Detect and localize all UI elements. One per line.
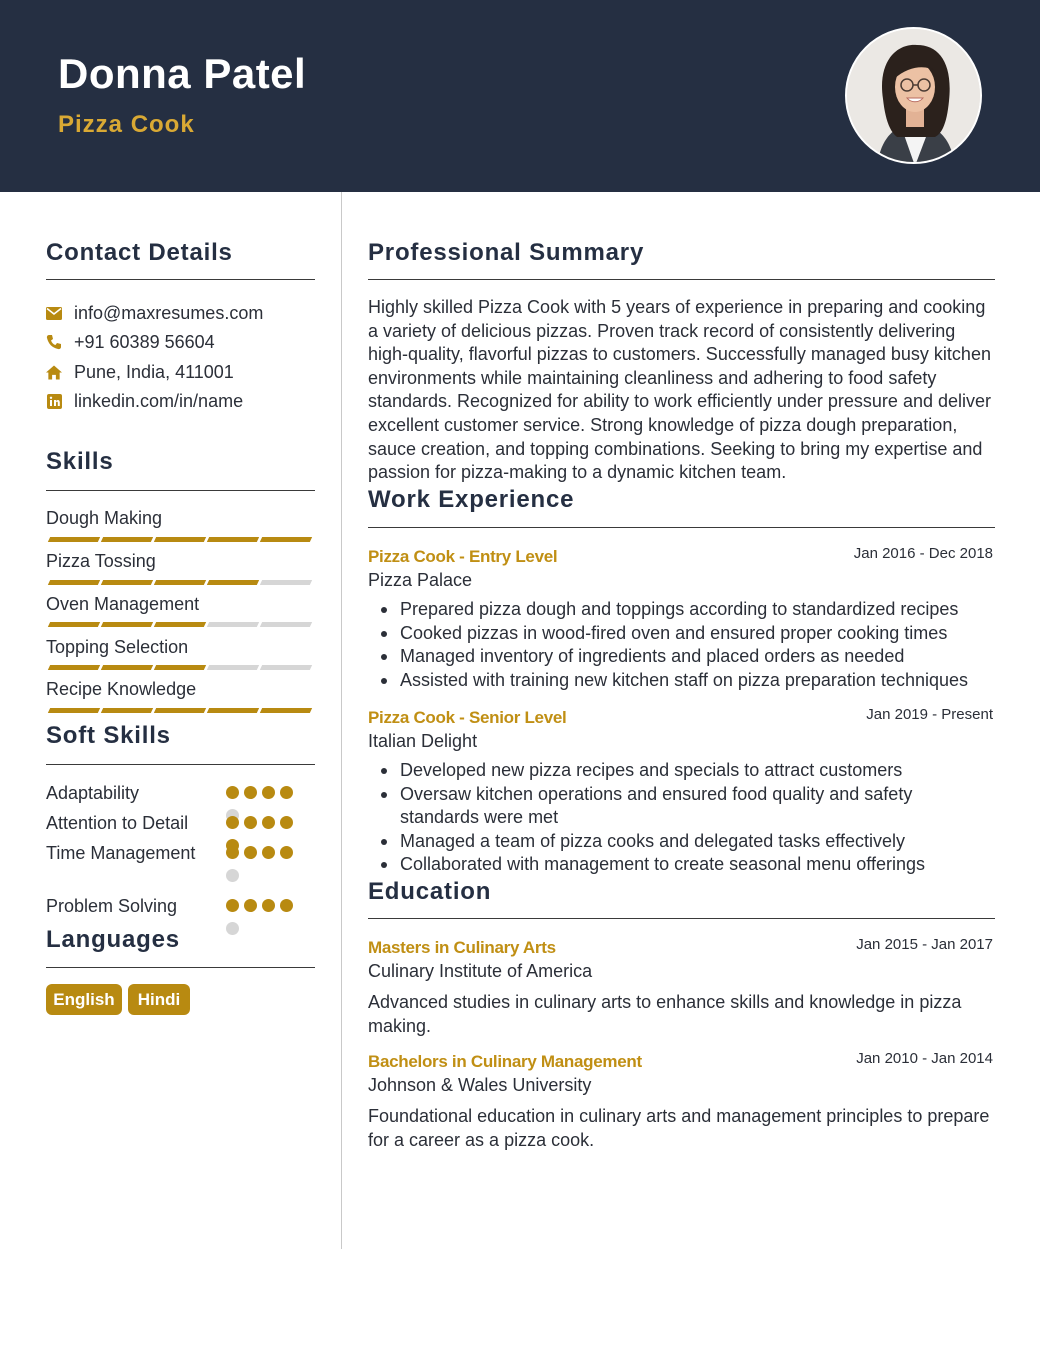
skills-section-title: Skills	[46, 448, 114, 475]
home-icon	[46, 364, 62, 380]
phone-icon	[46, 334, 62, 350]
soft-skill-rating-dot	[226, 899, 239, 912]
job-title: Pizza Cook - Entry Level	[368, 547, 558, 566]
contact-linkedin[interactable]	[46, 390, 243, 412]
soft-skill-rating-dot	[244, 786, 257, 799]
skill-rating-segment	[207, 537, 259, 542]
education-school: Johnson & Wales University	[368, 1075, 592, 1095]
soft-skill-rating-dot	[280, 846, 293, 859]
soft-skills-section-title: Soft Skills	[46, 722, 171, 749]
skill-rating-segment	[101, 537, 153, 542]
candidate-name: Donna Patel	[58, 50, 307, 97]
contact-section-title: Contact Details	[46, 239, 233, 266]
skill-rating-bar	[46, 622, 314, 630]
skill-rating-segment	[154, 708, 206, 713]
soft-skill-rating-dot	[226, 816, 239, 829]
contact-address-text: Pune, India, 411001	[74, 361, 234, 382]
job-bullet: Managed a team of pizza cooks and delegated tasks effectively	[368, 830, 996, 854]
soft-skill-rating-dot	[244, 899, 257, 912]
skill-rating-segment	[260, 665, 312, 670]
profile-photo-illustration	[847, 29, 982, 164]
contact-address	[46, 361, 234, 383]
soft-skill-rating-dot	[280, 899, 293, 912]
languages-section-rule	[46, 967, 315, 968]
skill-rating-segment	[260, 708, 312, 713]
skill-rating-segment	[101, 622, 153, 627]
soft-skill-label: Adaptability	[46, 783, 140, 803]
skills-section-rule	[46, 490, 315, 491]
skill-label: Oven Management	[46, 594, 200, 614]
education-degree: Masters in Culinary Arts	[368, 938, 556, 957]
contact-email-text: info@maxresumes.com	[74, 302, 264, 323]
soft-skill-label: Time Management	[46, 843, 196, 863]
experience-section-rule	[368, 527, 995, 528]
skill-rating-segment	[260, 622, 312, 627]
contact-phone[interactable]	[46, 331, 215, 353]
soft-skill-rating-dot	[280, 786, 293, 799]
skill-label: Pizza Tossing	[46, 551, 156, 571]
summary-text: Highly skilled Pizza Cook with 5 years of experience in preparing and cooking a variety of delicious pizzas. Proven track record of consistently delivering high-quality, flavorful pizzas to customers. Successfully managed busy kitchen environments while maintaining cleanliness and adhering to food safety standards. Recognized for ability to work efficiently under pressure and deliver excellent customer service. Strong knowledge of pizza dough preparation, sauce creation, and topping combinations. Seeking to bring my expertise and passion for pizza-making to a dynamic kitchen team.	[368, 297, 991, 483]
soft-skill-rating-dot	[262, 899, 275, 912]
skill-rating-segment	[154, 665, 206, 670]
job-bullet: Managed inventory of ingredients and placed orders as needed	[368, 645, 996, 669]
job-title: Pizza Cook - Senior Level	[368, 708, 567, 727]
education-description: Foundational education in culinary arts and management principles to prepare for a career as a pizza cook.	[368, 1106, 990, 1150]
contact-linkedin-text: linkedin.com/in/name	[74, 390, 244, 411]
resume-header	[0, 0, 1040, 192]
job-bullet: Oversaw kitchen operations and ensured food quality and safety standards were met	[368, 783, 996, 830]
skill-rating-segment	[207, 708, 259, 713]
profile-photo	[845, 27, 982, 164]
languages-section-title: Languages	[46, 926, 180, 953]
soft-skill-label: Attention to Detail	[46, 813, 189, 833]
education-section-rule	[368, 918, 995, 919]
job-bullet: Cooked pizzas in wood-fired oven and ensured proper cooking times	[368, 622, 996, 646]
soft-skill-rating-dot	[280, 816, 293, 829]
skill-rating-segment	[207, 665, 259, 670]
education-dates: Jan 2015 - Jan 2017	[856, 936, 993, 953]
skill-rating-segment	[48, 622, 100, 627]
education-degree: Bachelors in Culinary Management	[368, 1052, 642, 1071]
education-section-title: Education	[368, 878, 492, 905]
skill-rating-segment	[48, 708, 100, 713]
soft-skill-rating-dot	[226, 869, 239, 882]
linkedin-icon	[46, 393, 62, 409]
job-bullet: Prepared pizza dough and toppings according to standardized recipes	[368, 598, 996, 622]
skill-rating-segment	[48, 580, 100, 585]
contact-email[interactable]	[46, 302, 263, 324]
job-company: Italian Delight	[368, 731, 478, 751]
skill-rating-segment	[101, 665, 153, 670]
skill-rating-bar	[46, 665, 314, 673]
summary-section-title: Professional Summary	[368, 239, 645, 266]
job-bullets	[368, 598, 996, 692]
education-school: Culinary Institute of America	[368, 961, 593, 981]
job-bullets	[368, 759, 996, 877]
skill-rating-bar	[46, 537, 314, 545]
skill-rating-bar	[46, 708, 314, 716]
skill-rating-segment	[48, 537, 100, 542]
candidate-role: Pizza Cook	[58, 111, 195, 138]
language-tag: English	[46, 984, 122, 1015]
soft-skill-rating-dot	[262, 846, 275, 859]
envelope-icon	[46, 305, 62, 321]
skill-label: Topping Selection	[46, 637, 189, 657]
skill-rating-segment	[154, 622, 206, 627]
skill-rating-segment	[101, 708, 153, 713]
skill-rating-bar	[46, 580, 314, 588]
skill-rating-segment	[260, 537, 312, 542]
summary-section-rule	[368, 279, 995, 280]
job-bullet: Developed new pizza recipes and specials to attract customers	[368, 759, 996, 783]
education-description: Advanced studies in culinary arts to enhance skills and knowledge in pizza making.	[368, 992, 962, 1036]
skill-rating-segment	[207, 622, 259, 627]
contact-phone-text: +91 60389 56604	[74, 331, 215, 352]
soft-skill-rating-dot	[244, 846, 257, 859]
job-bullet: Assisted with training new kitchen staff on pizza preparation techniques	[368, 669, 996, 693]
job-bullet: Collaborated with management to create seasonal menu offerings	[368, 853, 996, 877]
skill-rating-segment	[260, 580, 312, 585]
skill-rating-segment	[48, 665, 100, 670]
soft-skill-rating-dot	[226, 922, 239, 935]
soft-skills-section-rule	[46, 764, 315, 765]
skill-rating-segment	[154, 580, 206, 585]
column-divider	[341, 192, 342, 1249]
job-company: Pizza Palace	[368, 570, 473, 590]
job-dates: Jan 2016 - Dec 2018	[853, 545, 993, 562]
experience-section-title: Work Experience	[368, 486, 575, 513]
skill-label: Recipe Knowledge	[46, 679, 197, 699]
soft-skill-rating-dot	[262, 816, 275, 829]
skill-rating-segment	[154, 537, 206, 542]
language-tag: Hindi	[128, 984, 190, 1015]
skill-rating-segment	[101, 580, 153, 585]
skill-rating-segment	[207, 580, 259, 585]
soft-skill-rating-dot	[226, 846, 239, 859]
skill-label: Dough Making	[46, 508, 163, 528]
soft-skill-rating-dot	[262, 786, 275, 799]
contact-section-rule	[46, 279, 315, 280]
soft-skill-label: Problem Solving	[46, 896, 178, 916]
job-dates: Jan 2019 - Present	[866, 706, 993, 723]
education-dates: Jan 2010 - Jan 2014	[856, 1050, 993, 1067]
soft-skill-rating-dot	[226, 786, 239, 799]
soft-skill-rating-dot	[244, 816, 257, 829]
